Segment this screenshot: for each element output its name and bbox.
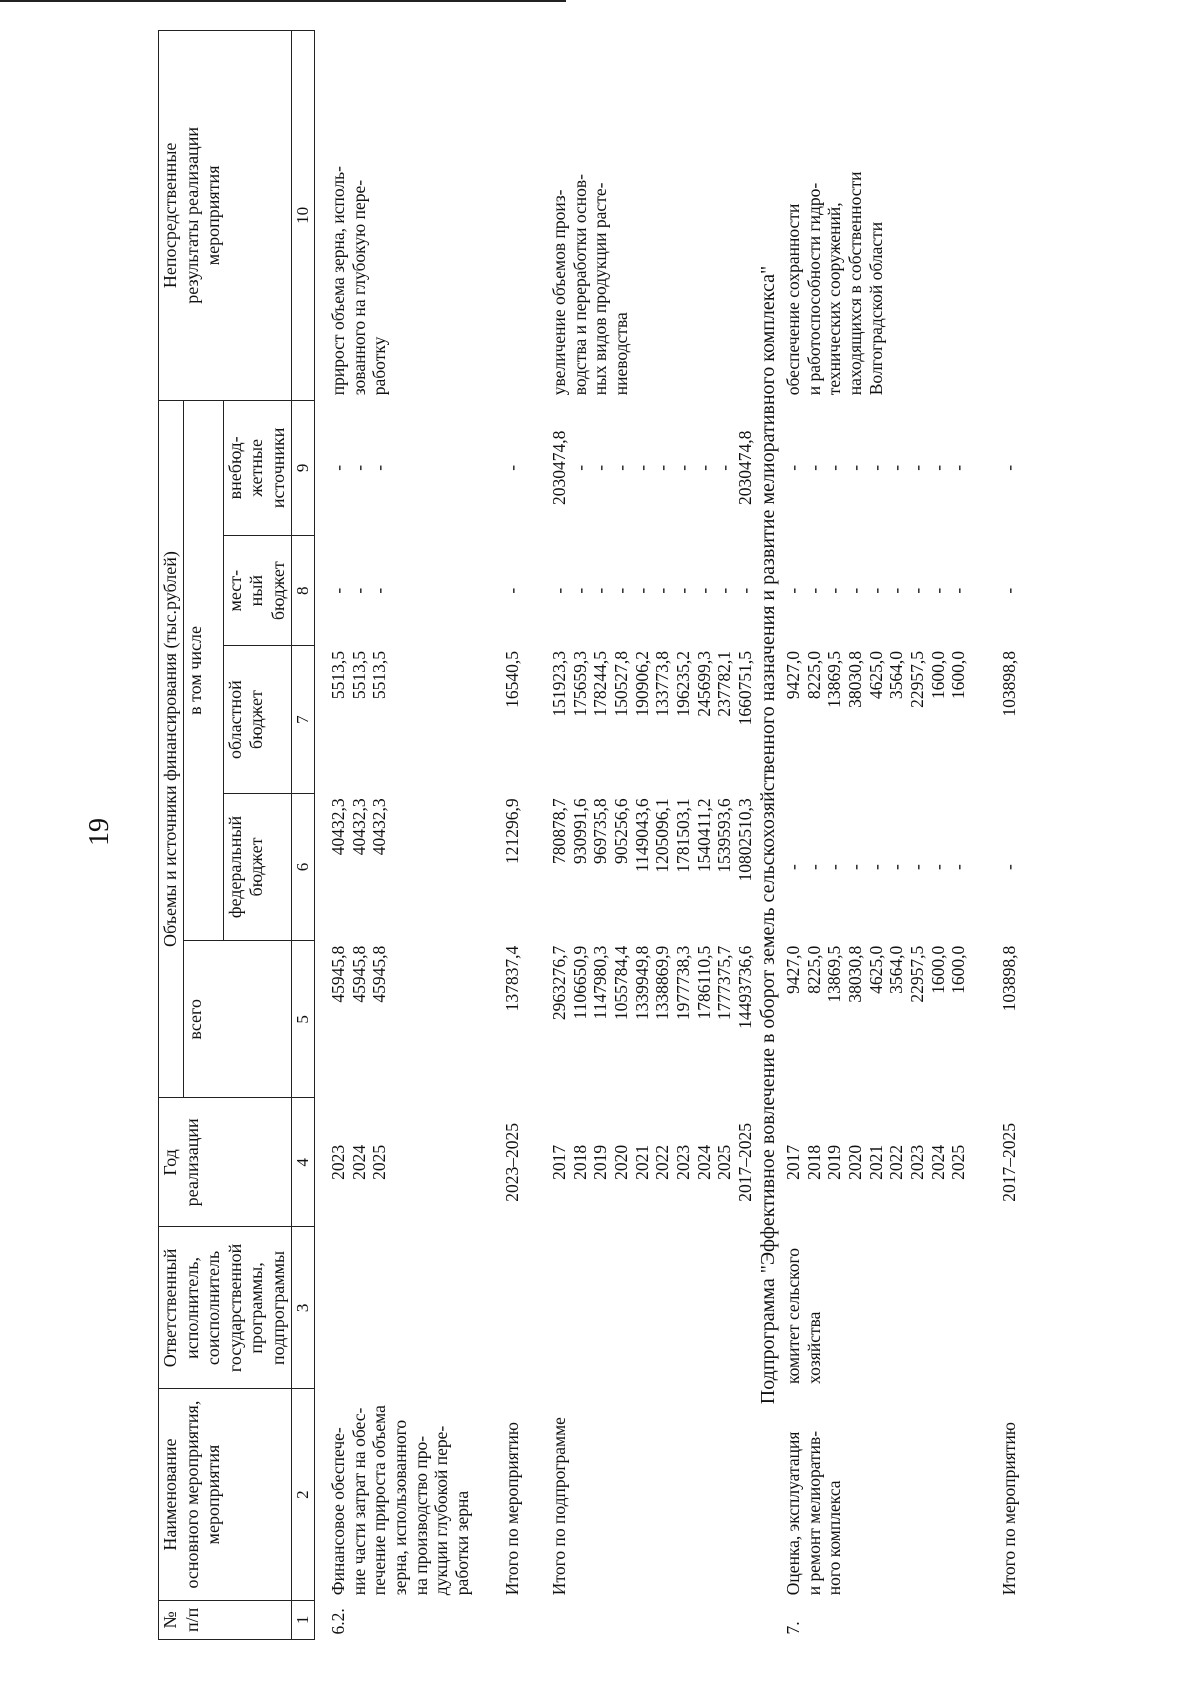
row-years: 2023–2025 [502,1123,523,1202]
row-total: 45945,8 45945,8 45945,8 [327,945,390,1003]
col-number-4: 4 [291,1098,314,1227]
table-row [548,31,756,1640]
rotated-table-sheet [0,10,1050,1640]
row-number: 6.2. [327,1608,348,1635]
col-number-5: 5 [291,941,314,1098]
row-executor [548,1227,756,1389]
header-regional: областной бюджет [223,646,291,793]
row-years: 2017 2018 2019 2020 2021 2022 2023 2024 2025 2017–2025 [549,1123,755,1202]
row-years: 2017 2018 2019 2020 2021 2022 2023 2024 2025 [783,1144,969,1180]
row-number [998,1600,1021,1639]
row-extra: - [502,464,523,471]
header-funding-group: Объемы и источники финансирования (тыс.рублей) [159,400,184,1098]
header-local: мест- ный бюджет [223,535,291,646]
section-heading-row [756,31,782,1640]
row-local: - - - [327,587,390,594]
row-years: 2023 2024 2025 [327,1144,390,1180]
row-regional: 16540,5 [502,650,523,708]
row-regional: 151923,3 175659,3 178244,5 150527,8 190906,2 133773,8 196235,2 245699,3 237782,1 1660751,5 [549,650,755,726]
header-number: № п/п [159,1600,292,1639]
row-total: 9427,0 8225,0 13869,5 38030,8 4625,0 3564,0 22957,5 1600,0 1600,0 [783,945,969,1003]
page-number: 19 [84,818,115,846]
header-extra: внебюд- жетные источники [223,400,291,535]
row-name: Итого по подпрограмме [549,1417,570,1596]
subprogram-title: Подпрограмма "Эффективное вовлечение в оборот земель сельскохозяйственного назначения и развитие мелиоративного комплекса" [757,265,780,1405]
row-federal: - [998,864,1019,870]
row-regional: 9427,0 8225,0 13869,5 38030,8 4625,0 3564,0 22957,5 1600,0 1600,0 [783,650,969,708]
header-executor: Ответственный исполнитель, соисполнитель государственной программы, подпрограммы [159,1227,292,1389]
row-total: 2963276,7 1106650,9 1147980,3 1055784,4 1339949,8 1338869,9 1977738,3 1786110,5 1777375,7 14493736,6 [549,945,755,1029]
row-extra: - [998,464,1019,471]
row-regional: 103898,8 [998,650,1019,717]
row-extra: - - - [327,464,390,471]
header-name: Наименование основного мероприятия, мероприятия [159,1389,292,1600]
row-executor [998,1227,1021,1389]
header-results: Непосредственные результаты реализации мероприятия [159,31,292,401]
row-years: 2017–2025 [998,1123,1019,1202]
row-name: Итого по мероприятию [502,1422,523,1596]
row-executor: комитет сельского хозяйства [783,1247,824,1384]
scan-top-edge-line [0,0,566,2]
col-number-10: 10 [291,31,314,401]
row-federal: 121296,9 [502,798,523,864]
row-result: обеспечение сохранности и работоспособности гидро- технических сооружений, находящихся в собственности Волгоградской области [783,171,886,396]
table-row [998,31,1021,1640]
col-number-9: 9 [291,400,314,535]
row-local: - [998,587,1019,594]
row-result [998,31,1021,401]
col-number-3: 3 [291,1227,314,1389]
header-including: в том числе [183,400,223,940]
row-executor [327,1227,473,1389]
col-number-8: 8 [291,535,314,646]
table-row [327,31,473,1640]
header-year: Год реализации [159,1098,292,1227]
row-number [548,1600,756,1639]
row-result: прирост объема зерна, исполь- зованного на глубокую пере- работку [327,166,390,396]
table-row [501,31,524,1640]
row-name: Оценка, эксплуатация и ремонт мелиоратив- ного комплекса [783,1430,845,1596]
row-local: - - - - - - - - - - [549,587,755,594]
row-federal: - - - - - - - - - [783,864,969,870]
row-total: 137837,4 [502,945,523,1012]
row-result [501,31,524,401]
header-federal: федеральный бюджет [223,793,291,940]
row-extra: - - - - - - - - - [783,464,969,471]
col-number-1: 1 [291,1600,314,1639]
row-result: увеличение объемов произ- водства и переработки основ- ных видов продукции расте- ниеводства [549,173,631,396]
col-number-2: 2 [291,1389,314,1600]
row-executor [501,1227,524,1389]
row-number [501,1600,524,1639]
col-number-6: 6 [291,793,314,940]
row-regional: 5513,5 5513,5 5513,5 [327,650,390,700]
row-extra: 2030474,8 - - - - - - - - 2030474,8 [549,430,755,506]
table-row [782,31,970,1640]
row-name: Итого по мероприятию [998,1422,1019,1596]
row-local: - [502,587,523,594]
row-name: Финансовое обеспече- ние части затрат на обес- печение прироста объема зерна, использованного на производство про- дукции глубокой пере- работки зерна [327,1405,472,1596]
col-number-7: 7 [291,646,314,793]
row-federal: 40432,3 40432,3 40432,3 [327,798,390,856]
row-number: 7. [783,1621,804,1635]
financing-table [158,30,1020,1640]
header-total: всего [183,941,291,1098]
row-local: - - - - - - - - - [783,587,969,594]
row-total: 103898,8 [998,945,1019,1012]
row-federal: 780878,7 930991,6 969735,8 905256,6 1149043,6 1205096,1 1781503,1 1540411,2 1539593,6 10802510,3 [549,798,755,882]
